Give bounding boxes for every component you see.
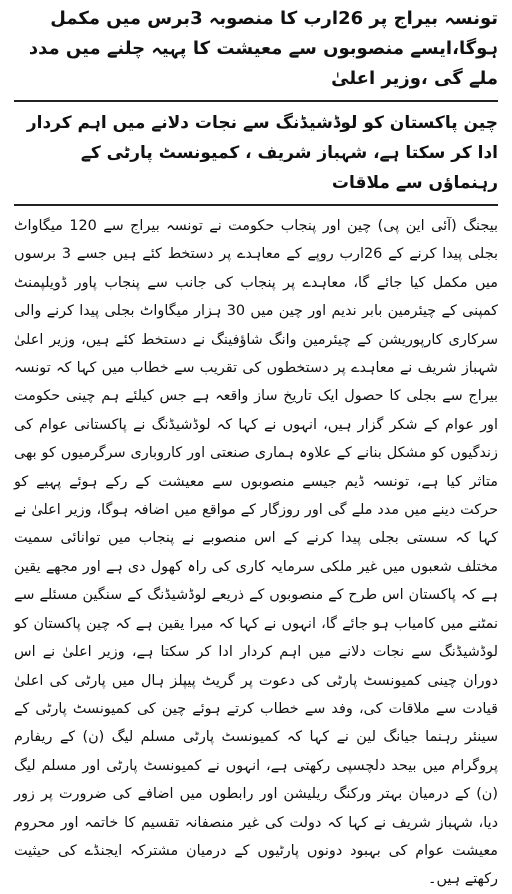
- headline: تونسہ بیراج پر 26ارب کا منصوبہ 3برس میں مکمل ہوگا،ایسے منصوبوں سے معیشت کا پہیہ چلنے میں مدد ملے گی ،وزیر اعلیٰ: [28, 8, 498, 89]
- article-body: بیجنگ (آئی این پی) چین اور پنجاب حکومت نے تونسہ بیراج سے 120 میگاواٹ بجلی پیدا کرنے کے 26ارب روپے کے معاہدے پر دستخط کئے ہیں جسے 3 برسوں میں مکمل کیا جائے گا، معاہدے پر پنجاب کی جانب سے پنجاب پاور ڈویلپمنٹ کمپنی کے چیئرمین بابر ندیم اور چین میں 30 ہزار میگاواٹ بجلی پیدا کرنے والی سرکاری کارپوریشن کے چیئرمین وانگ شاؤفینگ نے دستخط کئے ہیں، وزیر اعلیٰ شہباز شریف نے معاہدے پر دستخطوں کی تقریب سے خطاب میں کہا کہ تونسہ بیراج سے بجلی کا حصول ایک تاریخ ساز واقعہ ہے جس کیلئے ہم چینی حکومت اور عوام کے شکر گزار ہیں، انہوں نے کہا کہ لوڈشیڈنگ نے پاکستانی عوام کی زندگیوں کو مشکل بنانے کے علاوہ ہماری صنعتی اور کاروباری سرگرمیوں کو بھی متاثر کیا ہے، تونسہ ڈیم جیسے منصوبوں سے معیشت کے رکے ہوئے پہیے کو حرکت دینے میں مدد ملے گی اور روزگار کے مواقع میں اضافہ ہوگا، وزیر اعلیٰ نے کہا کہ سستی بجلی پیدا کرنے کے اس منصوبے نے پنجاب میں توانائی سمیت مختلف شعبوں میں غیر ملکی سرمایہ کاری کی راہ کھول دی ہے اور مجھے یقین ہے کہ پاکستان اس طرح کے منصوبوں کے ذریعے لوڈشیڈنگ کے سنگین مسئلے سے نمٹنے میں کامیاب ہو جائے گا، انہوں نے کہا کہ میرا یقین ہے کہ چین پاکستان کو لوڈشیڈنگ سے نجات دلانے میں اہم کردار ادا کر سکتا ہے، وزیر اعلیٰ نے اس دوران چینی کمیونسٹ پارٹی کی دعوت پر گریٹ پیپلز ہال میں پارٹی کی اعلیٰ قیادت سے ملاقات کی، وفد سے خطاب کرتے ہوئے چین کی کمیونسٹ پارٹی کے سینئر رہنما جیانگ لین نے کہا کہ کمیونسٹ پارٹی مسلم لیگ (ن) کے ریفارم پروگرام میں بیحد دلچسپی رکھتی ہے، انہوں نے کمیونسٹ پارٹی اور مسلم لیگ (ن) کے درمیان بہتر ورکنگ ریلیشن اور رابطوں میں اضافے کی ضرورت پر زور دیا، شہباز شریف نے کہا کہ دولت کی غیر منصفانہ تقسیم کا خاتمہ اور محروم معیشت عوام کی بہبود دونوں پارٹیوں کے درمیان مشترکہ ایجنڈے کی حیثیت رکھتے ہیں۔: [14, 218, 499, 888]
- divider: [14, 204, 498, 206]
- subheadline: چین پاکستان کو لوڈشیڈنگ سے نجات دلانے میں اہم کردار ادا کر سکتا ہے، شہباز شریف ، کمیونسٹ پارٹی کے رہنماؤں سے ملاقات: [26, 113, 498, 193]
- divider: [14, 100, 498, 102]
